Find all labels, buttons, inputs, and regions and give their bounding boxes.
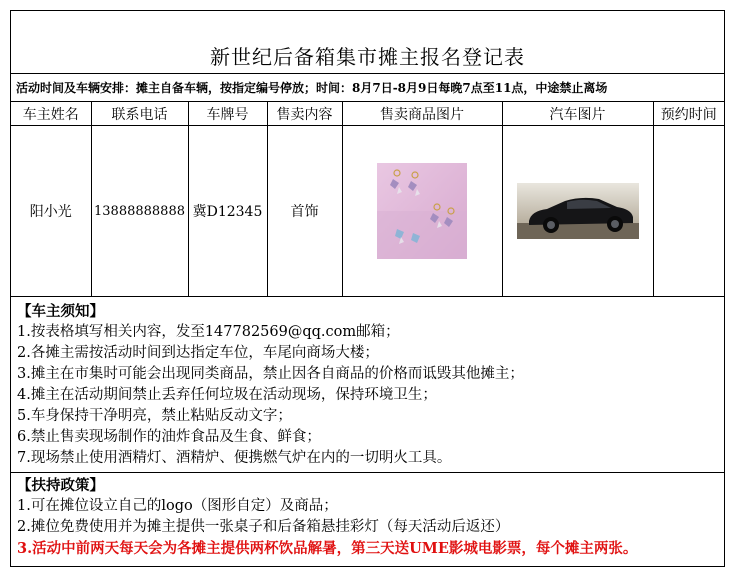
highlight-item: 3.活动中前两天每天会为各摊主提供两杯饮品解暑，第三天送UME影城电影票，每个摊主两张。: [17, 540, 638, 557]
registration-table: [11, 102, 724, 297]
header-time: 预约时间: [653, 102, 724, 126]
cell-owner-name: 阳小光: [11, 126, 91, 297]
header-car-image: 汽车图片: [502, 102, 653, 126]
list-item: 2.各摊主需按活动时间到达指定车位，车尾向商场大楼；: [17, 345, 379, 361]
table-header-row: [11, 102, 724, 126]
header-phone: 联系电话: [91, 102, 188, 126]
cell-phone: 13888888888: [91, 126, 188, 297]
cell-time: [653, 126, 724, 297]
header-content: 售卖内容: [267, 102, 342, 126]
notes-section: [11, 297, 724, 567]
list-item: 1.按表格填写相关内容，发至147782569@qq.com邮箱；: [17, 324, 400, 340]
registration-form: [10, 10, 725, 567]
header-product-image: 售卖商品图片: [342, 102, 502, 126]
list-item: 5.车身保持干净明亮，禁止粘贴反动文字；: [17, 408, 292, 424]
list-item: 1.可在摊位设立自己的logo（图形自定）及商品；: [17, 498, 338, 514]
header-plate: 车牌号: [188, 102, 267, 126]
list-item: 3.摊主在市集时可能会出现同类商品，禁止因各自商品的价格而诋毁其他摊主；: [17, 366, 524, 382]
list-item: 7.现场禁止使用酒精灯、酒精炉、便携燃气炉在内的一切明火工具。: [17, 450, 452, 466]
cell-plate: 冀D12345: [188, 126, 267, 297]
header-owner-name: 车主姓名: [11, 102, 91, 126]
cell-car-image: [502, 126, 653, 297]
black-sedan-photo: [517, 183, 639, 239]
section-divider: [11, 472, 724, 473]
table-row: [11, 126, 724, 297]
cell-content: 首饰: [267, 126, 342, 297]
cell-product-image: [342, 126, 502, 297]
list-item: 2.摊位免费使用并为摊主提供一张桌子和后备箱悬挂彩灯（每天活动后返还）: [17, 519, 510, 535]
list-item: 4.摊主在活动期间禁止丢弃任何垃圾在活动现场，保持环境卫生；: [17, 387, 437, 403]
event-info: 活动时间及车辆安排：摊主自备车辆，按指定编号停放；时间：8月7日-8月9日每晚7点至11点，中途禁止离场: [11, 74, 724, 102]
owner-notice-heading: 【车主须知】: [17, 303, 104, 320]
support-policy-heading: 【扶持政策】: [17, 477, 104, 494]
jewelry-earrings-photo: [377, 163, 467, 259]
list-item: 6.禁止售卖现场制作的油炸食品及生食、鲜食；: [17, 429, 321, 445]
form-title: 新世纪后备箱集市摊主报名登记表: [11, 11, 724, 74]
